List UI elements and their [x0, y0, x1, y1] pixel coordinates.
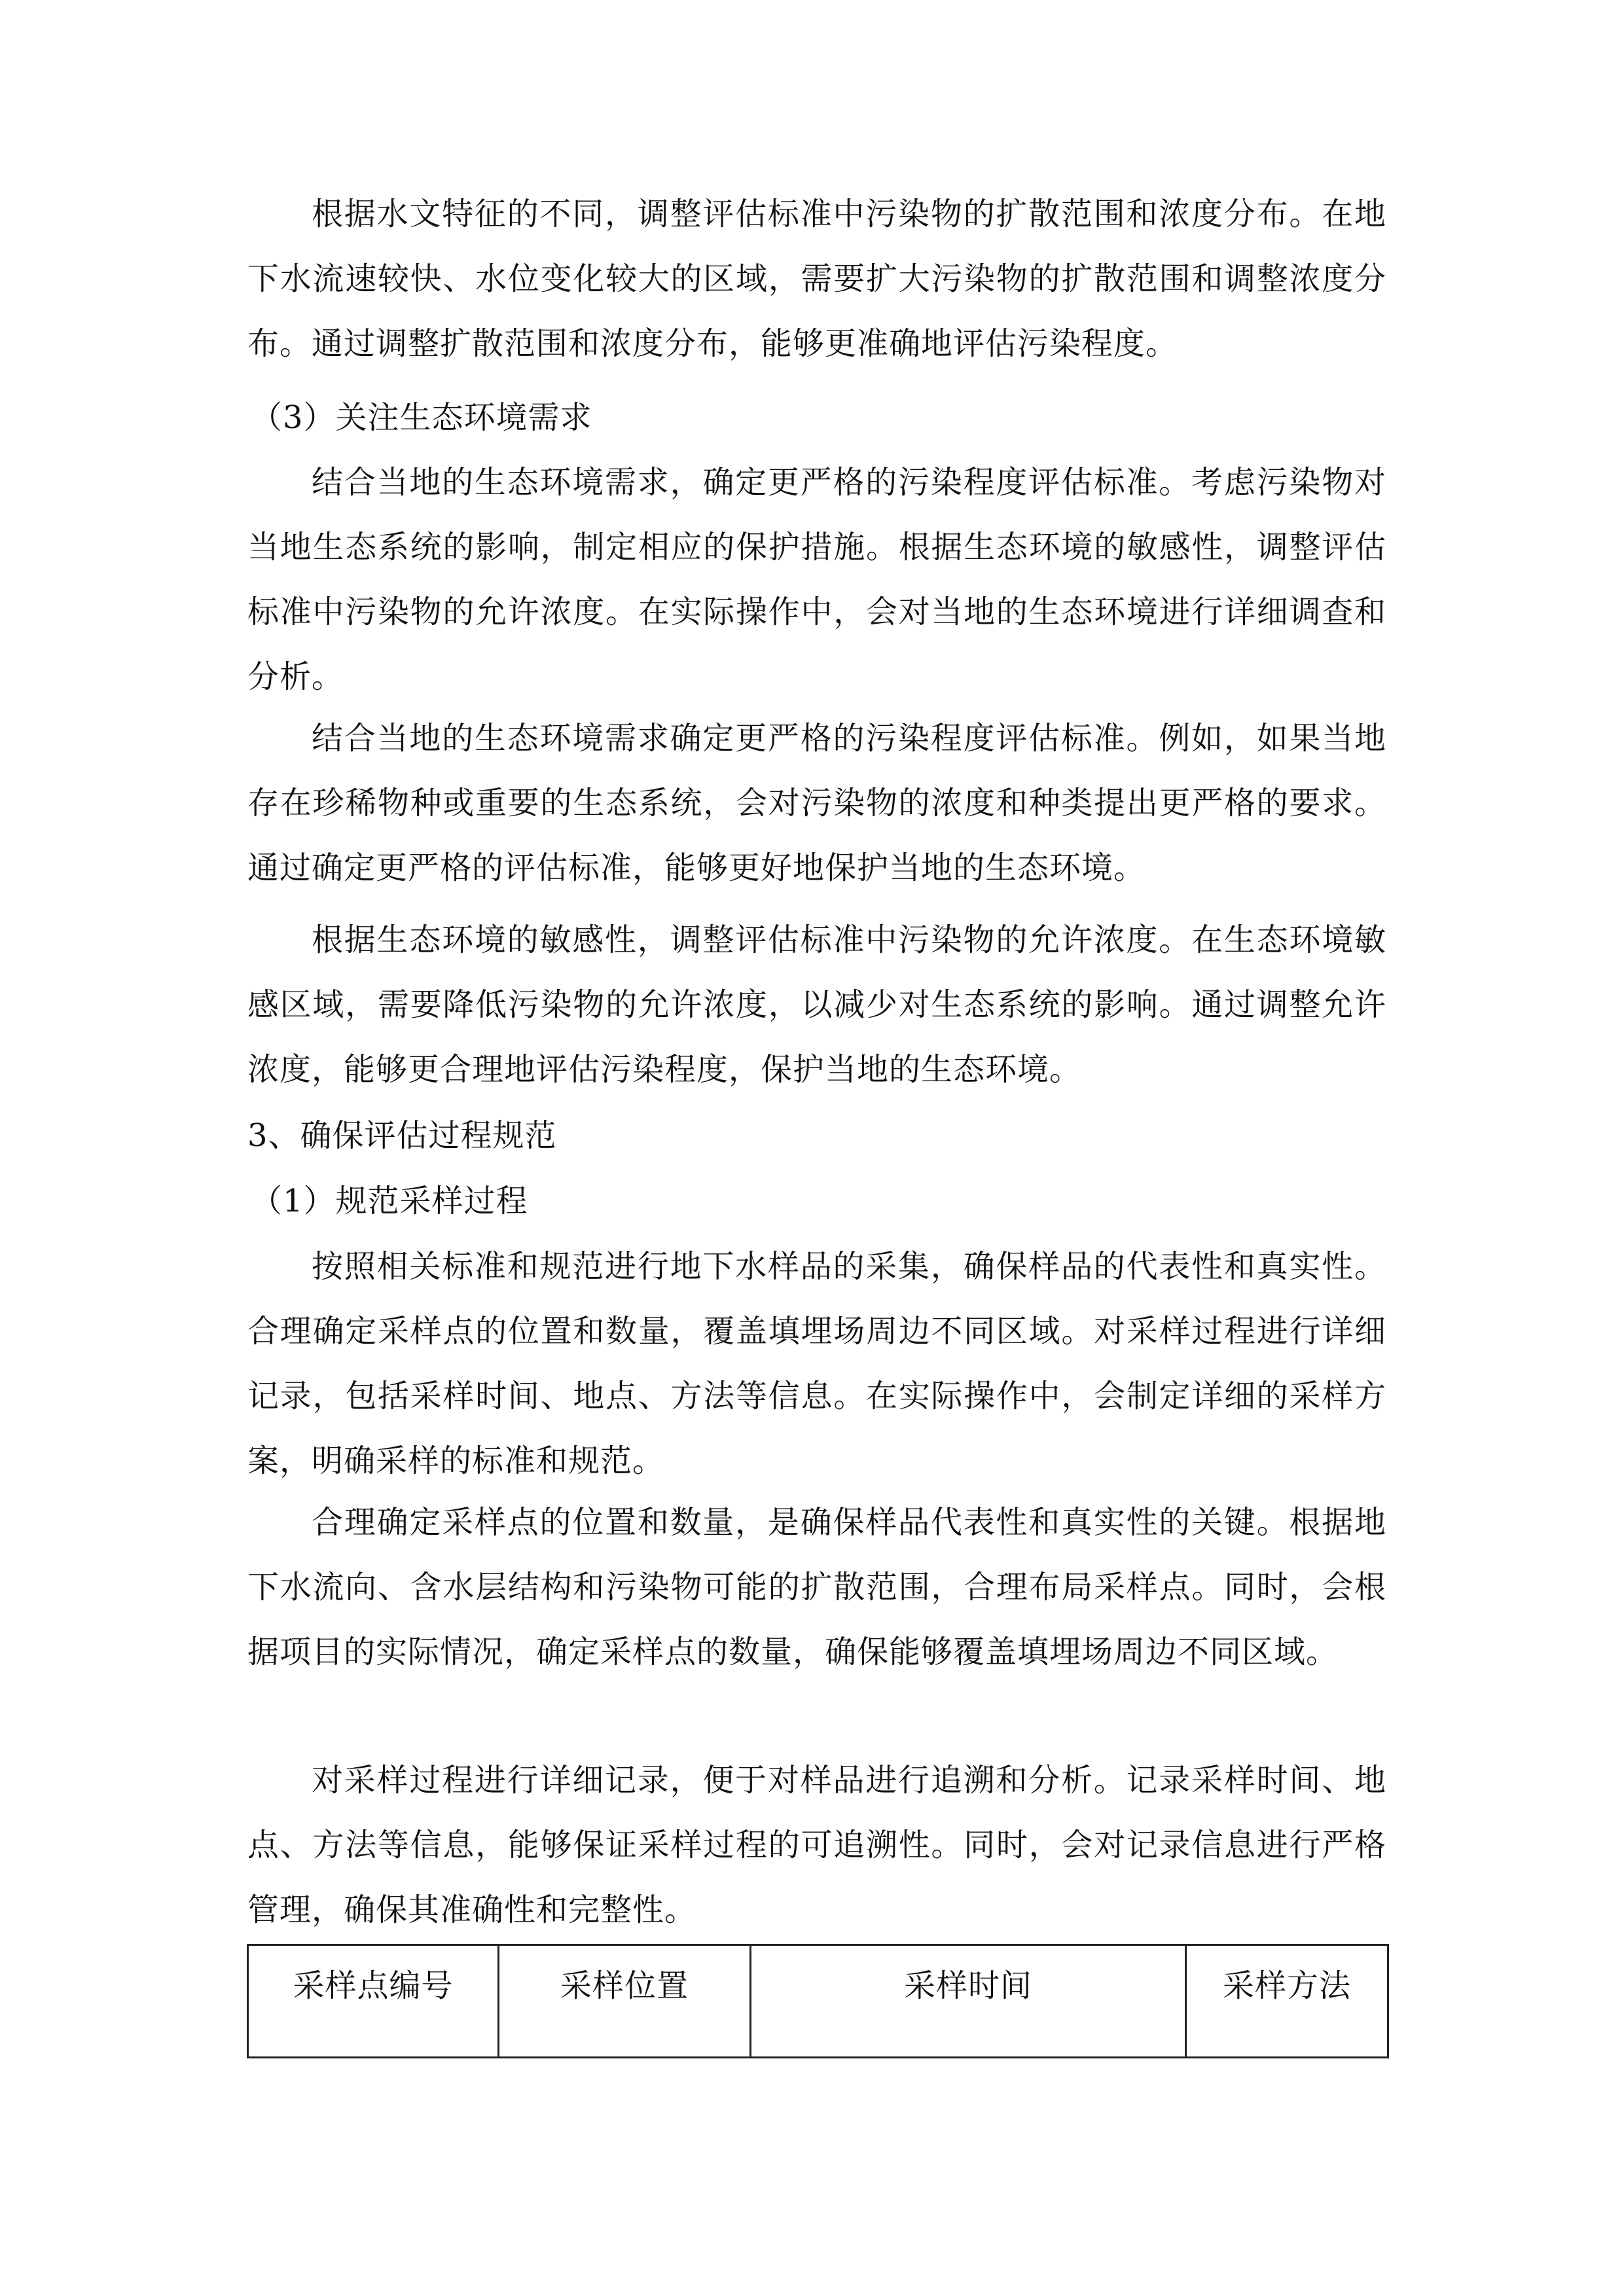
- table-header-cell: 采样点编号: [248, 1945, 499, 2058]
- paragraph-sampling-points: 合理确定采样点的位置和数量，是确保样品代表性和真实性的关键。根据地下水流向、含水层结构和污染物可能的扩散范围，合理布局采样点。同时，会根据项目的实际情况，确定采样点的数量，确保能够覆盖填埋场周边不同区域。: [247, 1504, 1386, 1670]
- paragraph-hydrology: 根据水文特征的不同，调整评估标准中污染物的扩散范围和浓度分布。在地下水流速较快、水位变化较大的区域，需要扩大污染物的扩散范围和调整浓度分布。通过调整扩散范围和浓度分布，能够更准确地评估污染程度。: [247, 196, 1386, 362]
- paragraph-sampling-records: 对采样过程进行详细记录，便于对样品进行追溯和分析。记录采样时间、地点、方法等信息，能够保证采样过程的可追溯性。同时，会对记录信息进行严格管理，确保其准确性和完整性。: [247, 1762, 1386, 1928]
- sampling-table: [247, 1944, 1389, 2058]
- paragraph-ecology-standards: 结合当地的生态环境需求，确定更严格的污染程度评估标准。考虑污染物对当地生态系统的影响，制定相应的保护措施。根据生态环境的敏感性，调整评估标准中污染物的允许浓度。在实际操作中，会对当地的生态环境进行详细调查和分析。: [247, 464, 1386, 695]
- paragraph-sensitivity: 根据生态环境的敏感性，调整评估标准中污染物的允许浓度。在生态环境敏感区域，需要降低污染物的允许浓度，以减少对生态系统的影响。通过调整允许浓度，能够更合理地评估污染程度，保护当地的生态环境。: [247, 922, 1386, 1088]
- table-header-row: [248, 1945, 1388, 2058]
- heading-sampling-process: （1）规范采样过程: [251, 1183, 528, 1219]
- paragraph-sampling-standards: 按照相关标准和规范进行地下水样品的采集，确保样品的代表性和真实性。合理确定采样点的位置和数量，覆盖填埋场周边不同区域。对采样过程进行详细记录，包括采样时间、地点、方法等信息。在实际操作中，会制定详细的采样方案，明确采样的标准和规范。: [247, 1248, 1386, 1479]
- table-header-cell: 采样位置: [499, 1945, 751, 2058]
- paragraph-strict-standards: 结合当地的生态环境需求确定更严格的污染程度评估标准。例如，如果当地存在珍稀物种或重要的生态系统，会对污染物的浓度和种类提出更严格的要求。通过确定更严格的评估标准，能够更好地保护当地的生态环境。: [247, 720, 1386, 886]
- heading-ecology-needs: （3）关注生态环境需求: [251, 399, 592, 436]
- heading-assessment-process: 3、确保评估过程规范: [247, 1117, 557, 1154]
- table-header-cell: 采样时间: [751, 1945, 1186, 2058]
- table-header-cell: 采样方法: [1186, 1945, 1388, 2058]
